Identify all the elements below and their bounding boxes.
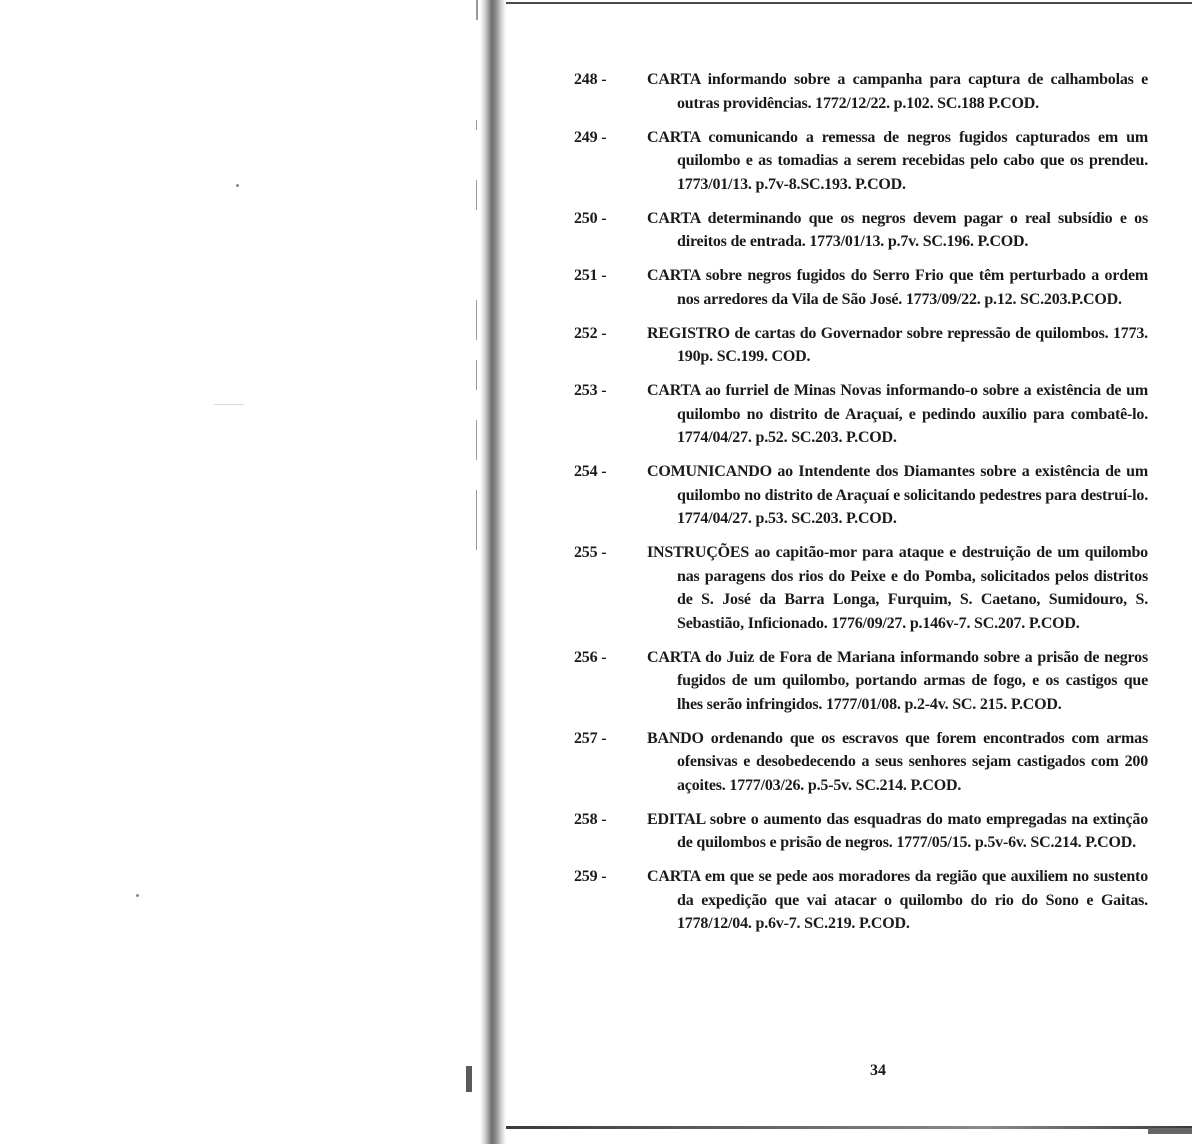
margin-line bbox=[476, 420, 477, 460]
entry-text: CARTA sobre negros fugidos do Serro Frio que têm perturbado a ordem nos arredores da Vila de São José. 1773/09/22. p.12. SC.203.P.COD. bbox=[647, 267, 1148, 308]
entry-number: 258 - bbox=[574, 810, 607, 828]
entry-text: CARTA determinando que os negros devem pagar o real subsídio e os direitos de entrada. 1773/01/13. p.7v. SC.196. P.COD. bbox=[647, 209, 1148, 250]
entry-text: INSTRUÇÕES ao capitão-mor para ataque e destruição de um quilombo nas paragens dos rios do Peixe e do Pomba, solicitados pelos distritos de S. José da Barra Longa, Furquim, S. Caetano, Sumidouro, S. Sebastião, Inficionado. 1776/09/27. p.146v-7. SC.207. P.COD. bbox=[647, 544, 1148, 632]
page-bottom-edge bbox=[506, 1126, 1192, 1129]
catalog-entry bbox=[574, 322, 1148, 369]
entry-text: CARTA comunicando a remessa de negros fugidos capturados em um quilombo e as tomadias a serem recebidas pelo cabo que os prendeu. 1773/01/13. p.7v-8.SC.193. P.COD. bbox=[647, 128, 1148, 193]
margin-line bbox=[476, 180, 477, 210]
left-facing-page bbox=[0, 0, 478, 1144]
entry-number: 256 - bbox=[574, 648, 607, 666]
page-top-edge bbox=[506, 2, 1192, 4]
margin-line bbox=[476, 360, 477, 390]
entry-number: 253 - bbox=[574, 382, 607, 399]
entry-number: 251 - bbox=[574, 267, 607, 284]
entry-number: 254 - bbox=[574, 463, 607, 480]
entry-text: CARTA do Juiz de Fora de Mariana informando sobre a prisão de negros fugidos de um quilombo, portando armas de fogo, e os castigos que lhes serão infringidos. 1777/01/08. p.2-4v. SC. 215. P.COD. bbox=[647, 648, 1148, 713]
page-corner-shadow bbox=[1148, 1128, 1192, 1134]
entry-number: 257 - bbox=[574, 729, 607, 747]
binding-clip bbox=[466, 1066, 472, 1092]
entry-number: 252 - bbox=[574, 324, 607, 342]
catalog-entry bbox=[574, 865, 1148, 936]
catalog-entry bbox=[574, 541, 1148, 635]
catalog-entry-list bbox=[574, 68, 1148, 946]
catalog-entry bbox=[574, 460, 1148, 531]
catalog-entry bbox=[574, 264, 1148, 311]
margin-line bbox=[476, 300, 477, 340]
entry-number: 255 - bbox=[574, 544, 607, 561]
entry-number: 248 - bbox=[574, 71, 607, 88]
entry-text: CARTA informando sobre a campanha para captura de calhambolas e outras providências. 1772/12/22. p.102. SC.188 P.COD. bbox=[647, 71, 1148, 112]
margin-line bbox=[476, 120, 477, 130]
binding-gutter bbox=[480, 0, 506, 1144]
entry-number: 250 - bbox=[574, 209, 607, 227]
page-speck bbox=[236, 184, 239, 187]
catalog-entry bbox=[574, 379, 1148, 450]
entry-text: REGISTRO de cartas do Governador sobre repressão de quilombos. 1773. 190p. SC.199. COD. bbox=[647, 324, 1148, 365]
entry-number: 249 - bbox=[574, 128, 607, 146]
entry-text: CARTA em que se pede aos moradores da região que auxiliem no sustento da expedição que vai atacar o quilombo do rio do Sono e Gaitas. 1778/12/04. p.6v-7. SC.219. P.COD. bbox=[647, 868, 1148, 932]
catalog-entry bbox=[574, 68, 1148, 115]
entry-text: CARTA ao furriel de Minas Novas informando-o sobre a existência de um quilombo no distrito de Araçuaí, e pedindo auxílio para combatê-lo. 1774/04/27. p.52. SC.203. P.COD. bbox=[647, 382, 1148, 446]
page-speck bbox=[136, 894, 139, 897]
faint-mark bbox=[214, 404, 244, 405]
catalog-entry bbox=[574, 207, 1148, 254]
entry-text: COMUNICANDO ao Intendente dos Diamantes sobre a existência de um quilombo no distrito de Araçuaí e solicitando pedestres para destruí-lo. 1774/04/27. p.53. SC.203. P.COD. bbox=[647, 463, 1148, 527]
catalog-entry bbox=[574, 646, 1148, 717]
catalog-entry bbox=[574, 727, 1148, 798]
catalog-entry bbox=[574, 126, 1148, 197]
catalog-entry bbox=[574, 808, 1148, 855]
entry-text: BANDO ordenando que os escravos que forem encontrados com armas ofensivas e desobedecendo a seus senhores sejam castigados com 200 açoites. 1777/03/26. p.5-5v. SC.214. P.COD. bbox=[647, 729, 1148, 794]
entry-number: 259 - bbox=[574, 868, 607, 885]
page-number: 34 bbox=[870, 1062, 886, 1079]
entry-text: EDITAL sobre o aumento das esquadras do mato empregadas na extinção de quilombos e prisão de negros. 1777/05/15. p.5v-6v. SC.214. P.COD. bbox=[647, 810, 1148, 851]
margin-line bbox=[476, 0, 478, 20]
margin-line bbox=[476, 490, 477, 550]
